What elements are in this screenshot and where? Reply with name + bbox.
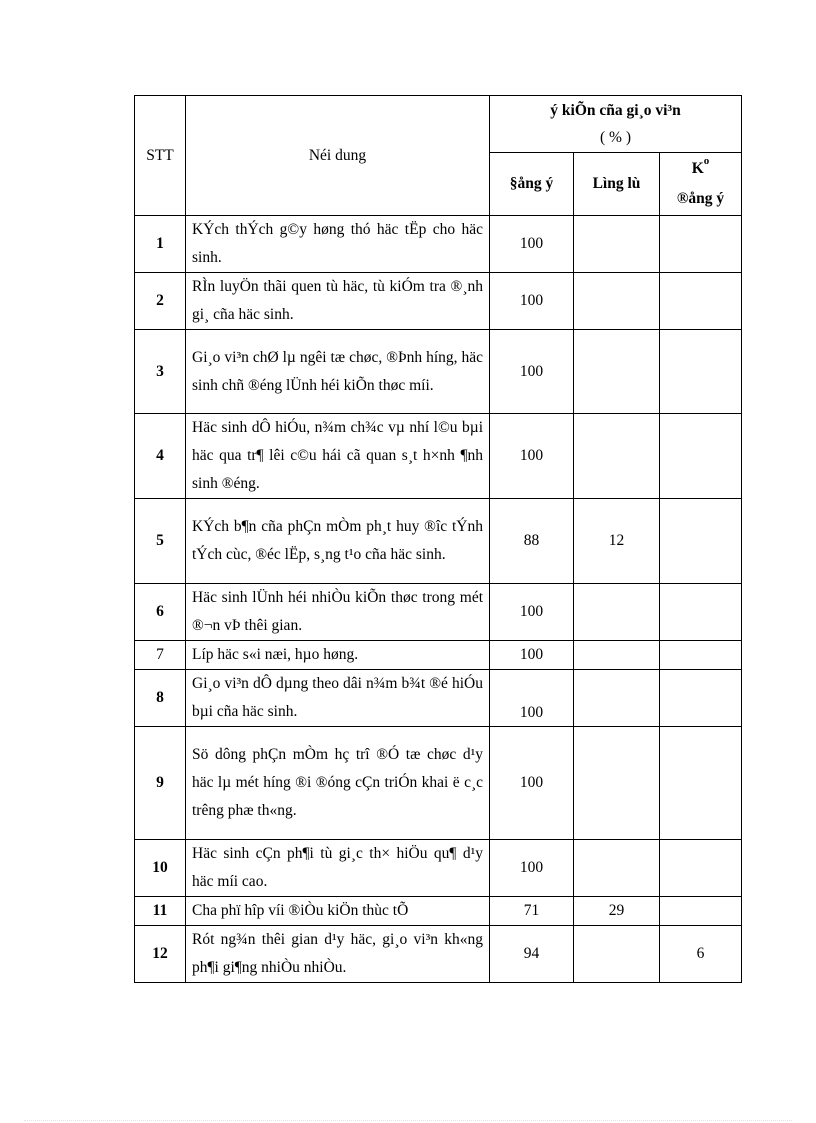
row-content: Cha phï hîp víi ®iÒu kiÖn thùc tÕ bbox=[186, 897, 490, 926]
row-content: Sö dông phÇn mÒm hç trî ®Ó tæ chøc d¹y häc lµ mét híng ®i ®óng cÇn triÓn khai ë c¸c trêng phæ th«ng. bbox=[186, 727, 490, 840]
row-agree: 71 bbox=[490, 897, 574, 926]
table-row bbox=[135, 273, 742, 330]
row-stt: 6 bbox=[135, 584, 186, 641]
row-content: Gi¸o vi³n dÔ dµng theo dâi n¾m b¾t ®é hiÓu bµi cña häc sinh. bbox=[186, 670, 490, 727]
row-content: RÌn luyÖn thãi quen tù häc, tù kiÓm tra ®¸nh gi¸ cña häc sinh. bbox=[186, 273, 490, 330]
row-agree: 88 bbox=[490, 499, 574, 584]
row-stt: 11 bbox=[135, 897, 186, 926]
row-agree: 100 bbox=[490, 330, 574, 414]
row-agree: 100 bbox=[490, 584, 574, 641]
disagree-k: K bbox=[691, 160, 704, 177]
row-agree: 100 bbox=[490, 840, 574, 897]
row-stt: 12 bbox=[135, 926, 186, 983]
row-stt: 5 bbox=[135, 499, 186, 584]
stt-header: STT bbox=[135, 96, 186, 216]
table-row bbox=[135, 670, 742, 727]
disagree-rest: ®ång ý bbox=[676, 190, 725, 207]
row-hesitant bbox=[574, 641, 660, 670]
row-content: Häc sinh cÇn ph¶i tù gi¸c th× hiÖu qu¶ d¹y häc míi cao. bbox=[186, 840, 490, 897]
table-row bbox=[135, 584, 742, 641]
row-hesitant bbox=[574, 330, 660, 414]
row-hesitant: 29 bbox=[574, 897, 660, 926]
row-disagree bbox=[660, 414, 742, 499]
row-content: Líp häc s«i næi, hµo høng. bbox=[186, 641, 490, 670]
row-hesitant bbox=[574, 584, 660, 641]
row-agree: 100 bbox=[490, 414, 574, 499]
survey-table bbox=[134, 95, 742, 983]
row-stt: 7 bbox=[135, 641, 186, 670]
row-hesitant bbox=[574, 840, 660, 897]
row-stt: 10 bbox=[135, 840, 186, 897]
row-stt: 9 bbox=[135, 727, 186, 840]
row-stt: 1 bbox=[135, 216, 186, 273]
row-agree: 100 bbox=[490, 670, 574, 727]
row-hesitant bbox=[574, 216, 660, 273]
disagree-sup: o bbox=[703, 155, 710, 167]
row-stt: 4 bbox=[135, 414, 186, 499]
row-content: Gi¸o vi³n chØ lµ ngêi tæ chøc, ®Þnh híng, häc sinh chñ ®éng lÜnh héi kiÕn thøc míi. bbox=[186, 330, 490, 414]
table-row bbox=[135, 216, 742, 273]
agree-header: §ång ý bbox=[490, 153, 574, 216]
row-hesitant bbox=[574, 273, 660, 330]
table-row bbox=[135, 897, 742, 926]
row-disagree bbox=[660, 670, 742, 727]
table-row bbox=[135, 414, 742, 499]
row-disagree bbox=[660, 840, 742, 897]
opinion-title: ý kiÕn cña gi¸o vi³n bbox=[550, 102, 681, 119]
row-disagree bbox=[660, 727, 742, 840]
row-disagree: 6 bbox=[660, 926, 742, 983]
table-row bbox=[135, 840, 742, 897]
table-row bbox=[135, 641, 742, 670]
row-content: KÝch b¶n cña phÇn mÒm ph¸t huy ®îc tÝnh tÝch cùc, ®éc lËp, s¸ng t¹o cña häc sinh. bbox=[186, 499, 490, 584]
table-row bbox=[135, 499, 742, 584]
row-agree: 100 bbox=[490, 273, 574, 330]
row-agree: 100 bbox=[490, 216, 574, 273]
row-disagree bbox=[660, 641, 742, 670]
opinion-unit: ( % ) bbox=[600, 129, 631, 146]
row-hesitant bbox=[574, 926, 660, 983]
row-disagree bbox=[660, 330, 742, 414]
table-row bbox=[135, 727, 742, 840]
table-row bbox=[135, 926, 742, 983]
row-content: Rót ng¾n thêi gian d¹y häc, gi¸o vi³n kh«ng ph¶i gi¶ng nhiÒu nhiÒu. bbox=[186, 926, 490, 983]
table-row bbox=[135, 330, 742, 414]
row-disagree bbox=[660, 897, 742, 926]
row-stt: 8 bbox=[135, 670, 186, 727]
row-hesitant bbox=[574, 727, 660, 840]
row-hesitant bbox=[574, 670, 660, 727]
row-disagree bbox=[660, 584, 742, 641]
row-disagree bbox=[660, 216, 742, 273]
row-disagree bbox=[660, 499, 742, 584]
row-agree: 100 bbox=[490, 641, 574, 670]
disagree-header bbox=[660, 153, 742, 216]
row-stt: 2 bbox=[135, 273, 186, 330]
row-content: KÝch thÝch g©y høng thó häc tËp cho häc sinh. bbox=[186, 216, 490, 273]
content-header: Néi dung bbox=[186, 96, 490, 216]
row-stt: 3 bbox=[135, 330, 186, 414]
page-bottom-divider bbox=[24, 1120, 792, 1121]
row-agree: 100 bbox=[490, 727, 574, 840]
hesitant-header: Lìng lù bbox=[574, 153, 660, 216]
row-content: Häc sinh lÜnh héi nhiÒu kiÕn thøc trong mét ®¬n vÞ thêi gian. bbox=[186, 584, 490, 641]
row-hesitant bbox=[574, 414, 660, 499]
row-agree: 94 bbox=[490, 926, 574, 983]
opinion-header bbox=[490, 96, 742, 153]
row-content: Häc sinh dÔ hiÓu, n¾m ch¾c vµ nhí l©u bµi häc qua tr¶ lêi c©u hái cã quan s¸t h×nh ¶nh sinh ®éng. bbox=[186, 414, 490, 499]
row-disagree bbox=[660, 273, 742, 330]
header-row-top bbox=[135, 96, 742, 153]
row-hesitant: 12 bbox=[574, 499, 660, 584]
